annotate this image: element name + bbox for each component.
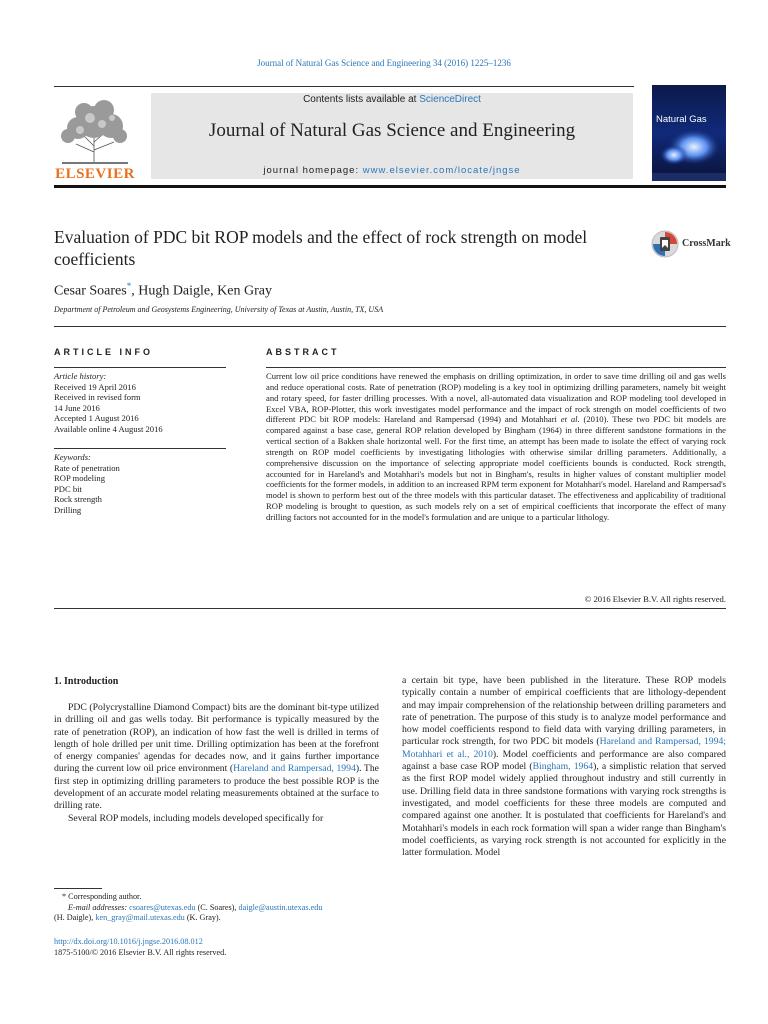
corresponding-author-mark[interactable]: * — [126, 281, 132, 291]
history-item: 14 June 2016 — [54, 402, 100, 413]
paragraph-text: a certain bit type, have been published in the literature. These ROP models typically contain a number of empirical coefficients that are lithology-dependent and may impair comprehension of the relationship between drilling parameters and rate of penetration. The purpose of this study is to analyze model performance and how model coefficients respond to field data with varying drilling parameters, in particular rock strength, for two PDC bit models ( — [402, 675, 726, 748]
homepage-prefix: journal homepage: — [263, 165, 363, 176]
abstract-rule — [266, 367, 726, 368]
cover-title: Natural Gas — [656, 114, 707, 125]
footnote-rule — [54, 888, 102, 889]
sciencedirect-link[interactable]: ScienceDirect — [419, 94, 481, 105]
email-link[interactable]: ken_gray@mail.utexas.edu — [95, 913, 185, 922]
abstract-copyright: © 2016 Elsevier B.V. All rights reserved. — [584, 594, 726, 604]
crossmark-button[interactable] — [650, 229, 730, 259]
footnote-mark: * — [62, 892, 67, 901]
article-info-heading: ARTICLE INFO — [54, 347, 153, 357]
contents-prefix: Contents lists available at — [303, 94, 420, 105]
history-item: Received 19 April 2016 — [54, 381, 136, 392]
header-top-rule — [54, 86, 634, 87]
journal-cover-image — [652, 85, 726, 181]
abstract-heading: ABSTRACT — [266, 347, 340, 357]
doi-link[interactable]: http://dx.doi.org/10.1016/j.jngse.2016.08.012 — [54, 937, 203, 946]
keywords-list — [54, 452, 226, 516]
email-owner: (H. Daigle), — [54, 913, 96, 922]
article-info-rule — [54, 367, 226, 368]
paragraph-text: ). The first step in optimizing drilling parameters to produce the best possible ROP is the development of an accurate model relating measurements obtained at the surface to drilling rate. — [54, 763, 379, 812]
header-thick-rule — [54, 185, 726, 188]
citation-link[interactable]: Hareland and Rampersad, 1994 — [233, 763, 356, 775]
section-heading-introduction: 1. Introduction — [54, 676, 119, 687]
elsevier-wordmark: ELSEVIER — [55, 166, 135, 182]
abstract-text — [266, 371, 726, 523]
keyword-item: ROP modeling — [54, 473, 106, 484]
abstract-text-part: (2010). These two PDC bit models are compared against a base case, general ROP relation developed by Bingham (1964) in three different sandstone formations in the vertical section of a Bakken shale horizontal well. For the first time, an attempt has been made to isolate the effect of varying rock strength on ROP model coefficients by investigating lithologies with otherwise similar drilling parameters. Additionally, a comprehensive discussion on the importance of selecting appropriate model coefficients bounds is conducted. Rock strength, accounted for in Hareland's and Motahhari's models but not in Bingham's, results in higher values of constant multiplier model coefficients for the former models, in addition to an increased RPM term exponent for Motahhari's model. Hareland and Rampersad's model is shown to perform best out of the three models with this particular dataset. The effectiveness and applicability of traditional ROP modeling is brought to question, as such models rely on a set of empirical coefficients that incorporate the effect of many drilling factors not accounted for in the model's formulation and are unique to a particular lithology. — [266, 414, 726, 522]
corresponding-author-note — [54, 892, 379, 903]
citation-link[interactable]: Hareland and Rampersad, 1994; Motahhari et al., 2010 — [402, 736, 726, 760]
contents-line — [151, 94, 633, 105]
history-item: Accepted 1 August 2016 — [54, 413, 139, 424]
footnote — [54, 892, 379, 924]
journal-citation-link[interactable]: Journal of Natural Gas Science and Engineering 34 (2016) 1225–1236 — [257, 58, 511, 68]
crossmark-icon — [650, 229, 680, 259]
paragraph-text: ). Model coefficients and performance are also compared against a base case ROP model ( — [402, 748, 726, 773]
journal-title: Journal of Natural Gas Science and Engineering — [208, 120, 576, 141]
history-item: Received in revised form — [54, 392, 141, 403]
other-authors: , Hugh Daigle, Ken Gray — [131, 283, 272, 299]
email-addresses-cont — [54, 913, 379, 924]
keywords-label: Keywords: — [54, 452, 91, 462]
paragraph — [54, 702, 379, 813]
keyword-item: Rate of penetration — [54, 462, 120, 473]
affiliation-rule — [54, 326, 726, 327]
paragraph-text: ), a simplistic relation that served as the first ROP model widely applied throughout industry and still currently in use. Drilling field data in three sandstone formations with varying rock strengths is investigated, and model coefficients for these three models are computed and compared against one another. It is postulated that coefficients for Hareland's and Motahhari's models in each rock formation will span a wider range than Bingham's model coefficients, as varying rock strength is not accounted for explicitly in the latter formulation. Model — [402, 761, 726, 859]
email-link[interactable]: daigle@austin.utexas.edu — [238, 902, 323, 912]
abstract-etal: et al. — [560, 414, 580, 425]
keyword-item: Drilling — [54, 504, 82, 515]
author-affiliation: Department of Petroleum and Geosystems Engineering, University of Texas at Austin, Austin, TX, USA — [54, 305, 384, 314]
citation-link[interactable]: Bingham, 1964 — [532, 761, 594, 773]
email-owner: (K. Gray). — [184, 913, 221, 922]
email-link[interactable]: csoares@utexas.edu — [129, 902, 196, 912]
abstract-text-part: Current low oil price conditions have renewed the emphasis on drilling optimization, in order to save time drilling oil and gas wells and reduce operational costs. Rate of penetration (ROP) modeling is a key tool in optimizing drilling parameters, namely bit weight and rotary speed, for faster drilling processes. With a novel, all-automated data visualization and ROP modeling tool developed in Excel VBA, ROP-Plotter, this work investigates model performance and the impact of rock strength on model coefficients of two different PDC bit ROP models: Hareland and Rampersad (1994) and Motahhari — [266, 371, 726, 425]
corresponding-author-text: Corresponding author. — [66, 892, 142, 901]
body-column-right — [402, 675, 726, 859]
email-owner: (C. Soares), — [195, 902, 239, 912]
keyword-item: PDC bit — [54, 483, 82, 494]
paragraph — [402, 675, 726, 859]
body-column-left — [54, 702, 379, 825]
history-label: Article history: — [54, 371, 107, 381]
history-item: Available online 4 August 2016 — [54, 423, 163, 434]
paragraph: Several ROP models, including models developed specifically for — [68, 812, 324, 824]
paragraph-text: PDC (Polycrystalline Diamond Compact) bits are the dominant bit-type utilized in drilling oil and gas wells today. Bit performance is typically measured by the rate of penetration (ROP), an indication of how fast the well is drilled in terms of length of hole drilled per unit time. Drilling optimization has been at the forefront of energy companies' agendas for decades now, and it gains further importance during the current low oil price environment ( — [54, 702, 379, 775]
doi-block — [54, 937, 226, 958]
homepage-link[interactable]: www.elsevier.com/locate/jngse — [362, 165, 521, 176]
author-name[interactable]: Cesar Soares — [54, 283, 127, 299]
article-history — [54, 371, 226, 435]
author-list — [54, 281, 272, 300]
issn-line: 1875-5100/© 2016 Elsevier B.V. All rights reserved. — [54, 947, 227, 957]
paper-title: Evaluation of PDC bit ROP models and the effect of rock strength on model coefficients — [54, 227, 588, 269]
crossmark-label: CrossMark — [682, 238, 731, 249]
email-addresses — [54, 903, 379, 914]
keywords-rule — [54, 448, 226, 449]
journal-homepage-line — [151, 165, 633, 176]
abstract-bottom-rule — [54, 608, 726, 609]
keyword-item: Rock strength — [54, 494, 102, 505]
email-label: E-mail addresses: — [68, 902, 130, 912]
